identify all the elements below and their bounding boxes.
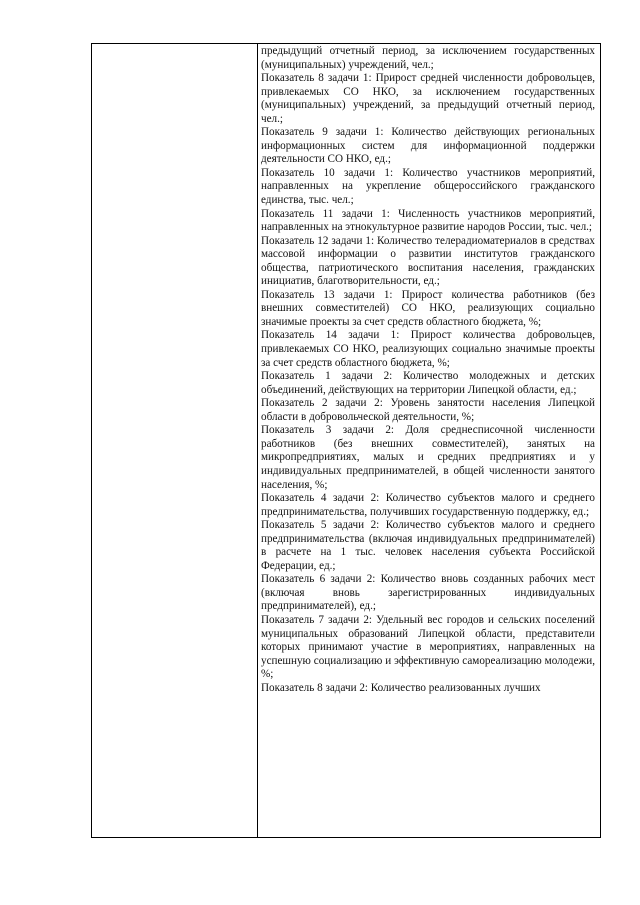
indicator-paragraph: предыдущий отчетный период, за исключением государственных (муниципальных) учреждений, чел.;: [261, 45, 595, 71]
indicator-paragraph: Показатель 11 задачи 1: Численность участников мероприятий, направленных на этнокультурное развитие народов России, тыс. чел.;: [261, 207, 595, 234]
indicator-paragraph: Показатель 8 задачи 1: Прирост средней численности добровольцев, привлекаемых СО НКО, за исключением государственных (муниципальных) учреждений, за предыдущий отчетный период, чел.;: [261, 72, 595, 125]
indicator-paragraph: Показатель 2 задачи 2: Уровень занятости населения Липецкой области в добровольческой деятельности, %;: [261, 397, 595, 423]
indicator-paragraph: Показатель 12 задачи 1: Количество телерадиоматериалов в средствах массовой информации о развитии институтов гражданского общества, патриотического воспитания населения, гражданских инициатив, благотворительности, ед.;: [261, 234, 595, 288]
indicator-paragraph: Показатель 5 задачи 2: Количество субъектов малого и среднего предпринимательства (включая индивидуальных предпринимателей) в расчете на 1 тыс. человек населения субъекта Российской Федерации, ед.;: [261, 519, 595, 572]
indicator-paragraph: Показатель 9 задачи 1: Количество действующих региональных информационных систем для информационной поддержки деятельности СО НКО, ед.;: [261, 126, 595, 166]
indicator-paragraph: Показатель 8 задачи 2: Количество реализованных лучших: [261, 681, 541, 694]
indicator-paragraph: Показатель 10 задачи 1: Количество участников мероприятий, направленных на укрепление общероссийского гражданского единства, тыс. чел.;: [261, 166, 595, 207]
indicator-paragraph: Показатель 14 задачи 1: Прирост количества добровольцев, привлекаемых СО НКО, реализующих социально значимые проекты за счет средств областного бюджета, %;: [261, 329, 595, 369]
indicator-paragraph: Показатель 7 задачи 2: Удельный вес городов и сельских поселений муниципальных образований Липецкой области, представители которых принимают участие в мероприятиях, направленных на успешную социализацию и эффективную самореализацию молодежи, %;: [261, 613, 595, 681]
indicator-paragraph: Показатель 3 задачи 2: Доля среднесписочной численности работников (без внешних совместителей), занятых на микропредприятиях, малых и средних предприятиях и у индивидуальных предпринимателей, в общей численности занятого населения, %;: [261, 424, 595, 491]
document-table: [91, 43, 601, 838]
indicator-paragraph: Показатель 13 задачи 1: Прирост количества работников (без внешних совместителей) СО НКО, реализующих социально значимые проекты за счет средств областного бюджета, %;: [261, 288, 595, 328]
empty-left-cell: [92, 44, 257, 837]
indicator-paragraph: Показатель 6 задачи 2: Количество вновь созданных рабочих мест (включая вновь зарегистрированных индивидуальных предпринимателей), ед.;: [261, 573, 595, 613]
column-divider: [257, 44, 258, 837]
indicators-cell: [261, 45, 595, 695]
indicator-paragraph: Показатель 4 задачи 2: Количество субъектов малого и среднего предпринимательства, получивших государственную поддержку, ед.;: [261, 492, 595, 518]
indicator-paragraph: Показатель 1 задачи 2: Количество молодежных и детских объединений, действующих на территории Липецкой области, ед.;: [261, 370, 595, 396]
